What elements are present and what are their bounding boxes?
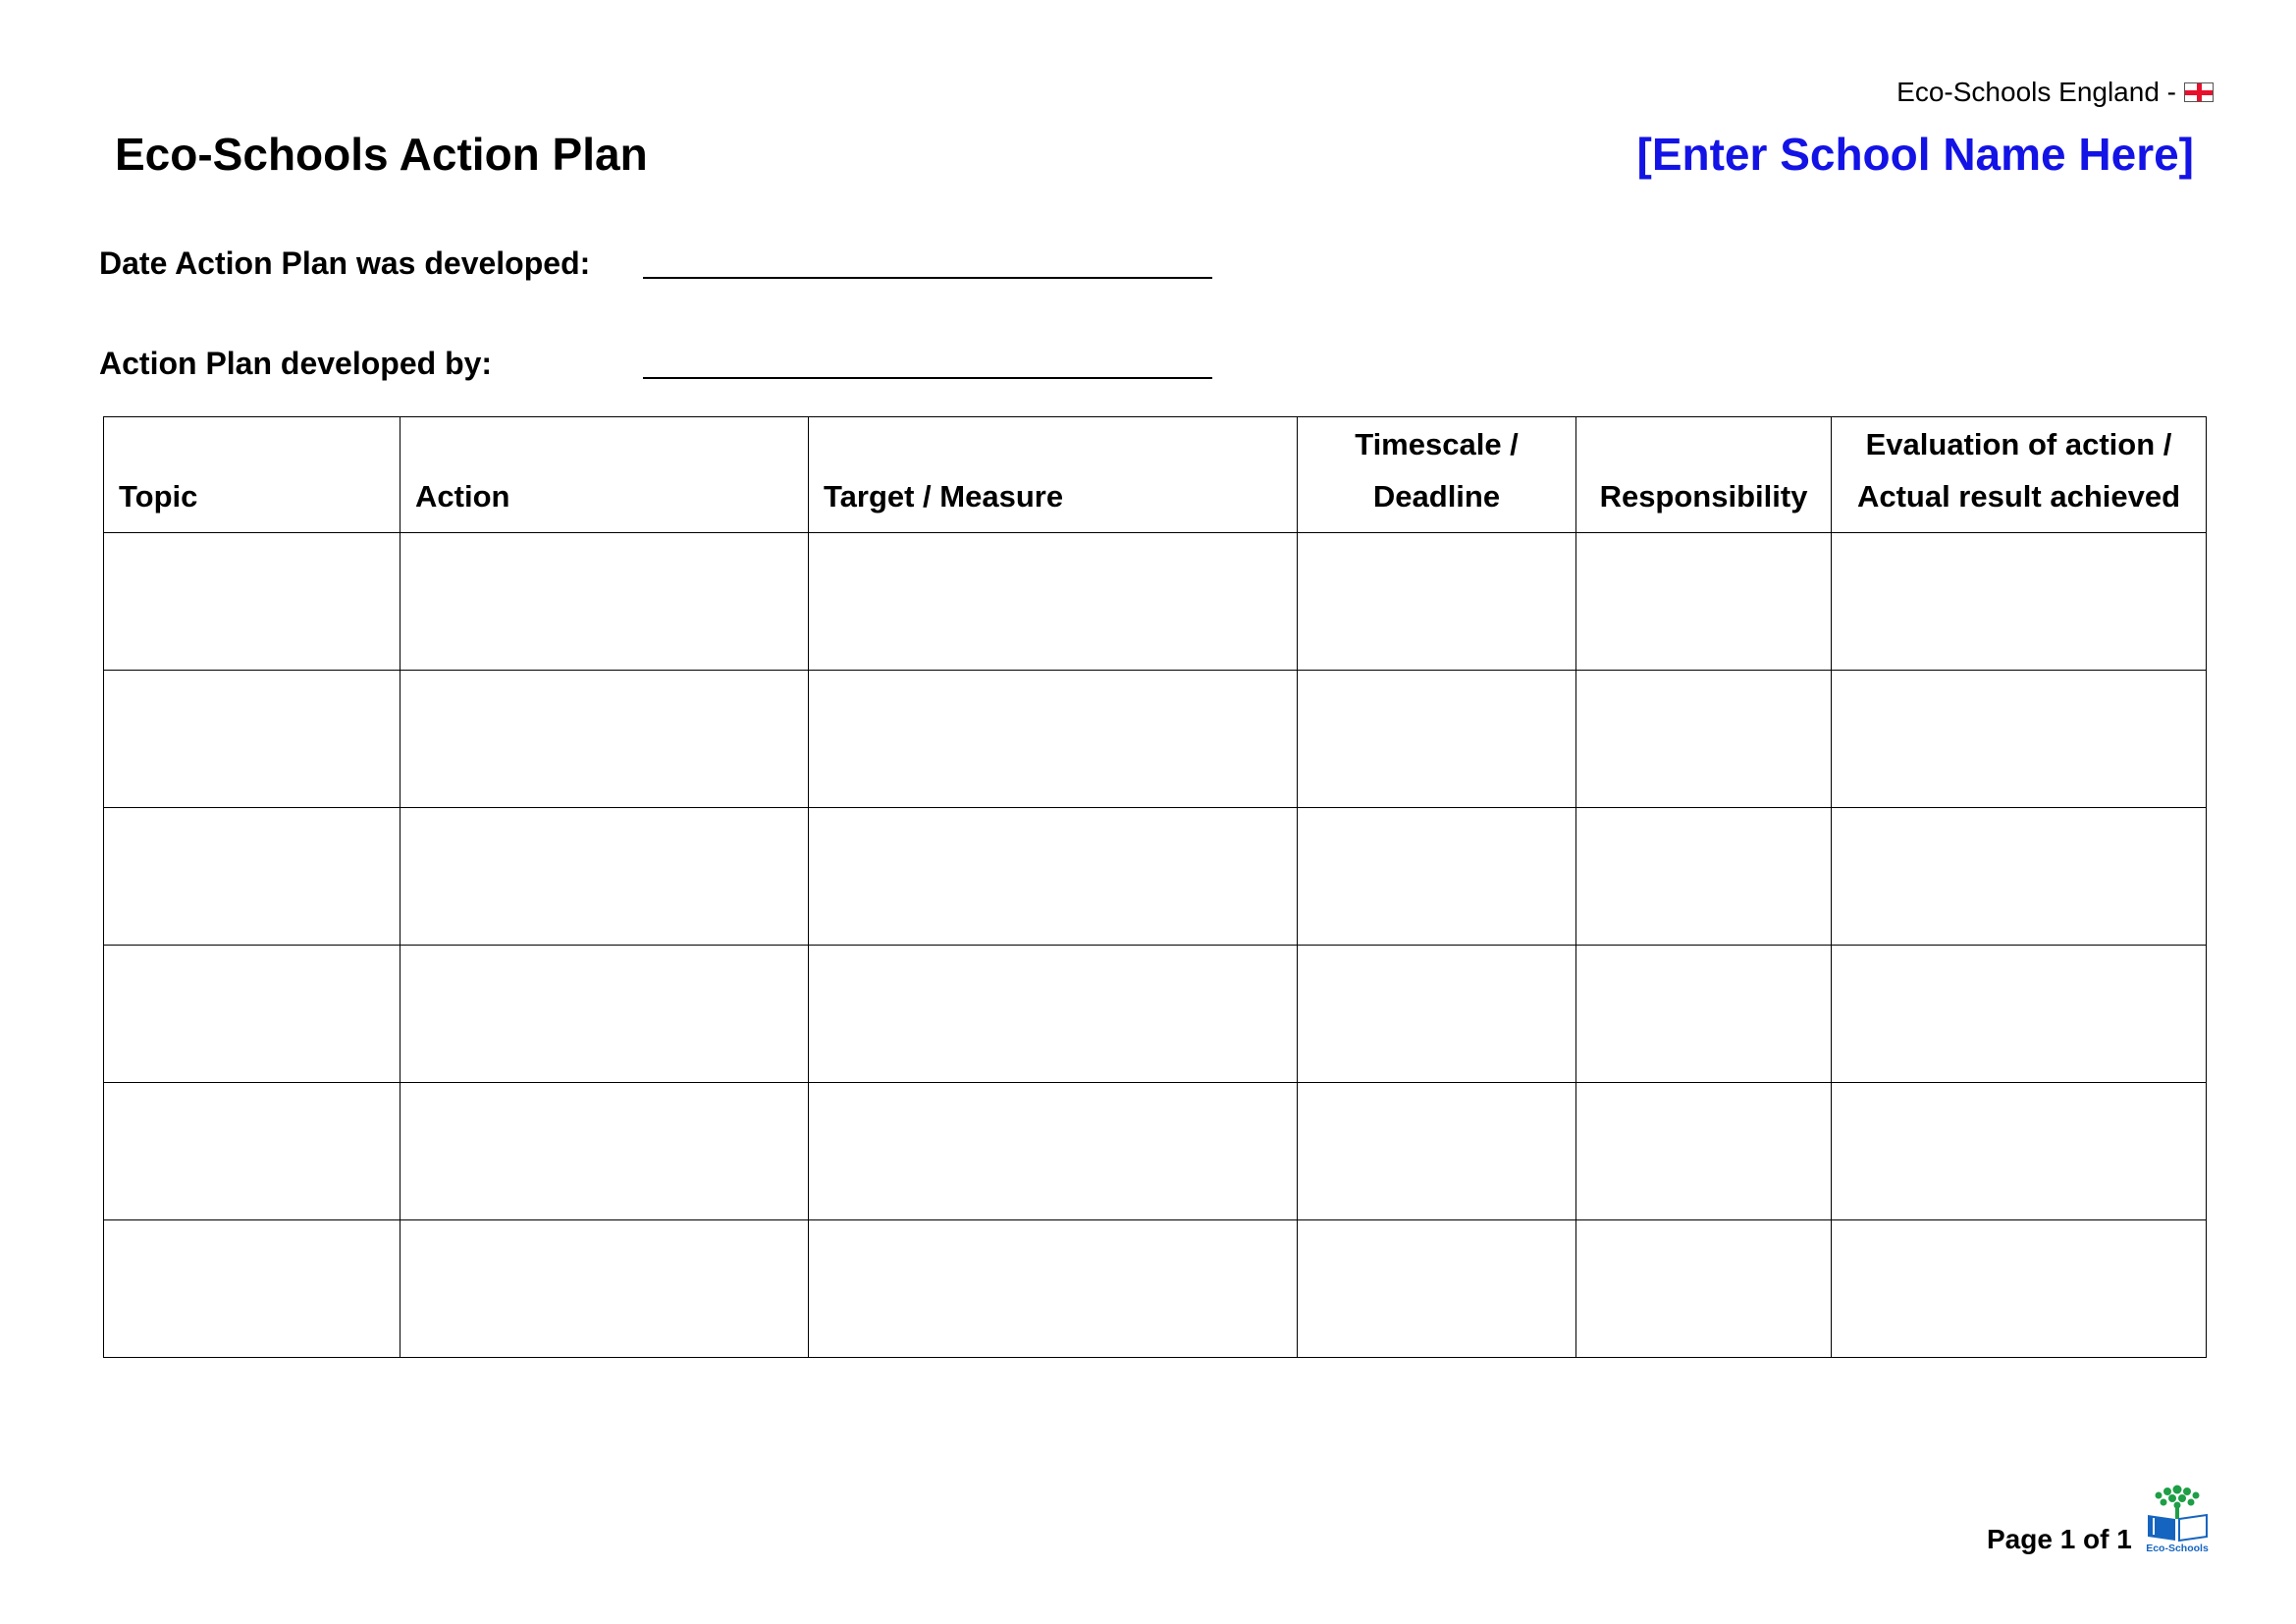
table-cell[interactable] xyxy=(809,808,1298,946)
column-header-responsibility: Responsibility xyxy=(1576,417,1832,533)
table-header-row xyxy=(104,417,2207,533)
table-cell[interactable] xyxy=(1298,1083,1576,1220)
table-cell[interactable] xyxy=(104,808,400,946)
table-cell[interactable] xyxy=(1298,808,1576,946)
table-cell[interactable] xyxy=(104,1220,400,1358)
table-cell[interactable] xyxy=(1298,1220,1576,1358)
table-cell[interactable] xyxy=(809,1083,1298,1220)
table-cell[interactable] xyxy=(400,1083,809,1220)
table-row xyxy=(104,671,2207,808)
table-row xyxy=(104,533,2207,671)
table-cell[interactable] xyxy=(1576,946,1832,1083)
column-header-target: Target / Measure xyxy=(809,417,1298,533)
column-header-timescale: Timescale / Deadline xyxy=(1298,417,1576,533)
table-row xyxy=(104,1220,2207,1358)
table-cell[interactable] xyxy=(1576,1220,1832,1358)
table-cell[interactable] xyxy=(400,533,809,671)
column-header-action: Action xyxy=(400,417,809,533)
table-cell[interactable] xyxy=(1298,671,1576,808)
table-cell[interactable] xyxy=(104,946,400,1083)
table-cell[interactable] xyxy=(104,1083,400,1220)
page-title: Eco-Schools Action Plan xyxy=(115,129,648,180)
developed-by-label: Action Plan developed by: xyxy=(99,346,493,381)
england-flag-icon xyxy=(2184,82,2214,102)
date-developed-label: Date Action Plan was developed: xyxy=(99,245,591,281)
column-header-evaluation: Evaluation of action / Actual result achieved xyxy=(1832,417,2207,533)
developed-by-input[interactable] xyxy=(643,353,1212,379)
table-row xyxy=(104,808,2207,946)
table-cell[interactable] xyxy=(104,671,400,808)
table-cell[interactable] xyxy=(1576,533,1832,671)
table-cell[interactable] xyxy=(1832,671,2207,808)
school-name-field[interactable]: [Enter School Name Here] xyxy=(1636,129,2194,180)
page-number: Page 1 of 1 xyxy=(1987,1524,2132,1554)
table-row xyxy=(104,946,2207,1083)
table-cell[interactable] xyxy=(400,671,809,808)
table-cell[interactable] xyxy=(1298,533,1576,671)
country-label: Eco-Schools England - xyxy=(1896,77,2176,107)
table-cell[interactable] xyxy=(1832,946,2207,1083)
table-cell[interactable] xyxy=(809,671,1298,808)
table-cell[interactable] xyxy=(400,1220,809,1358)
column-header-topic: Topic xyxy=(104,417,400,533)
table-cell[interactable] xyxy=(400,946,809,1083)
table-cell[interactable] xyxy=(1832,808,2207,946)
table-row xyxy=(104,1083,2207,1220)
table-cell[interactable] xyxy=(1832,1083,2207,1220)
table-cell[interactable] xyxy=(1832,533,2207,671)
table-cell[interactable] xyxy=(1832,1220,2207,1358)
table-cell[interactable] xyxy=(1576,671,1832,808)
eco-schools-logo-icon xyxy=(2140,1478,2215,1554)
logo-text: Eco-Schools xyxy=(2146,1543,2209,1554)
action-plan-table xyxy=(103,416,2207,1358)
table-cell[interactable] xyxy=(809,1220,1298,1358)
table-cell[interactable] xyxy=(104,533,400,671)
table-cell[interactable] xyxy=(809,533,1298,671)
table-cell[interactable] xyxy=(1576,1083,1832,1220)
table-cell[interactable] xyxy=(1576,808,1832,946)
table-cell[interactable] xyxy=(809,946,1298,1083)
date-developed-input[interactable] xyxy=(643,253,1212,279)
country-label-row xyxy=(1896,77,2214,108)
table-cell[interactable] xyxy=(400,808,809,946)
table-cell[interactable] xyxy=(1298,946,1576,1083)
